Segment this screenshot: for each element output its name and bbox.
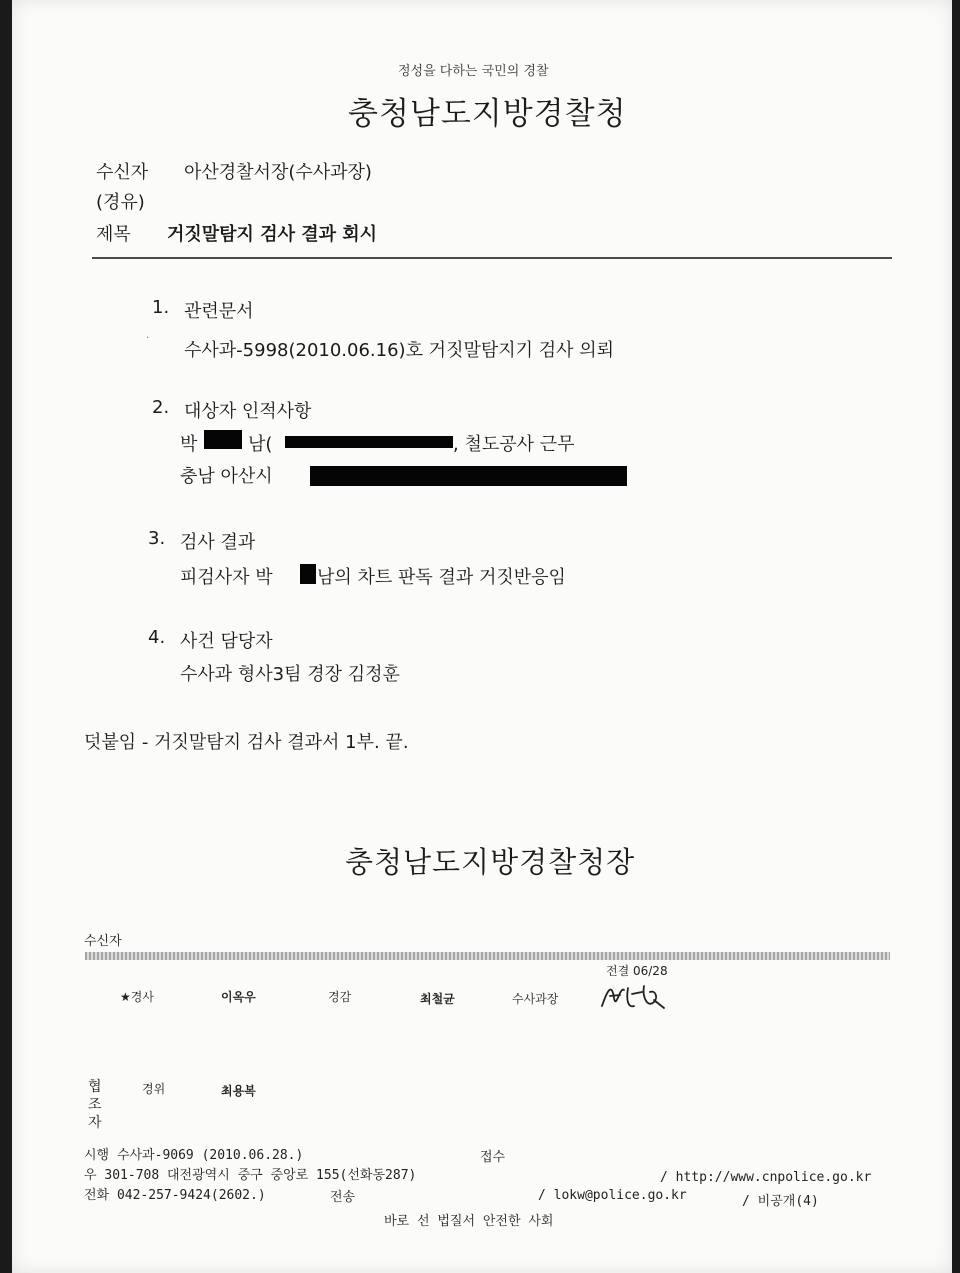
enforcement-number: 시행 수사과-9069 (2010.06.28.): [84, 1148, 304, 1163]
person-surname: 박: [180, 434, 198, 455]
receipt-label: 접수: [480, 1150, 506, 1165]
fax-label: 전송: [330, 1190, 356, 1205]
office-website: / http://www.cnpolice.go.kr: [660, 1170, 872, 1185]
subject-value: 거짓말탐지 검사 결과 회시: [167, 224, 378, 245]
redaction-id-number: [285, 436, 453, 448]
agency-motto: 정성을 다하는 국민의 경찰: [398, 64, 549, 79]
section-4-number: 4.: [148, 627, 166, 648]
person-employer: , 철도공사 근무: [453, 434, 575, 455]
office-email: / lokw@police.go.kr: [538, 1188, 687, 1203]
approver-2-role: 경감: [328, 990, 352, 1004]
via-label: (경유): [96, 192, 145, 213]
approver-1-role: ★경사: [120, 990, 154, 1004]
approver-2-name: 최철균: [420, 992, 455, 1006]
section-1-title: 관련문서: [184, 301, 254, 322]
office-phone: 전화 042-257-9424(2602.): [84, 1188, 266, 1203]
result-text: 남의 차트 판독 결과 거짓반응임: [317, 567, 566, 588]
cooperator-name: 최용복: [221, 1084, 256, 1098]
section-1-number: 1.: [152, 297, 170, 318]
redaction-address: [310, 466, 627, 486]
cooperator-role: 경위: [142, 1082, 166, 1096]
section-3-number: 3.: [148, 528, 166, 549]
attachment-line: 덧붙임 - 거짓말탐지 검사 결과서 1부. 끝.: [84, 732, 409, 753]
redaction-name: [204, 430, 242, 449]
agency-title: 충청남도지방경찰청: [348, 96, 627, 132]
scan-speck: ·: [146, 333, 150, 344]
person-address: 충남 아산시: [180, 466, 273, 487]
approver-1-name: 이옥우: [221, 990, 256, 1004]
recipient-value: 아산경찰서장(수사과장): [184, 162, 372, 183]
approval-date-note: 전결 06/28: [606, 964, 668, 978]
section-3-title: 검사 결과: [180, 532, 256, 553]
agency-slogan: 바로 선 법질서 안전한 사회: [384, 1214, 554, 1229]
section-1-line: 수사과-5998(2010.06.16)호 거짓말탐지기 검사 의뢰: [184, 340, 615, 361]
result-prefix: 피검사자 박: [180, 567, 273, 588]
signature-title: 충청남도지방경찰청장: [345, 845, 636, 879]
section-2-number: 2.: [152, 397, 170, 418]
header-divider: [92, 257, 892, 259]
disclosure-status: / 비공개(4): [742, 1194, 819, 1209]
approver-3-role: 수사과장: [512, 992, 559, 1006]
approval-divider: [85, 952, 890, 960]
document-page: [12, 0, 952, 1273]
section-4-title: 사건 담당자: [180, 631, 273, 652]
handwritten-signature: [598, 978, 672, 1018]
recipient-label: 수신자: [96, 162, 149, 183]
subject-label: 제목: [96, 224, 131, 245]
redaction-result-name: [300, 564, 316, 584]
section-2-title: 대상자 인적사항: [184, 401, 312, 422]
approval-recipient-label: 수신자: [84, 934, 122, 949]
section-4-line: 수사과 형사3팀 경장 김정훈: [180, 664, 400, 685]
person-gender: 남(: [248, 434, 273, 455]
cooperator-label: 협조자: [88, 1079, 102, 1131]
office-address: 우 301-708 대전광역시 중구 중앙로 155(선화동287): [84, 1168, 417, 1183]
